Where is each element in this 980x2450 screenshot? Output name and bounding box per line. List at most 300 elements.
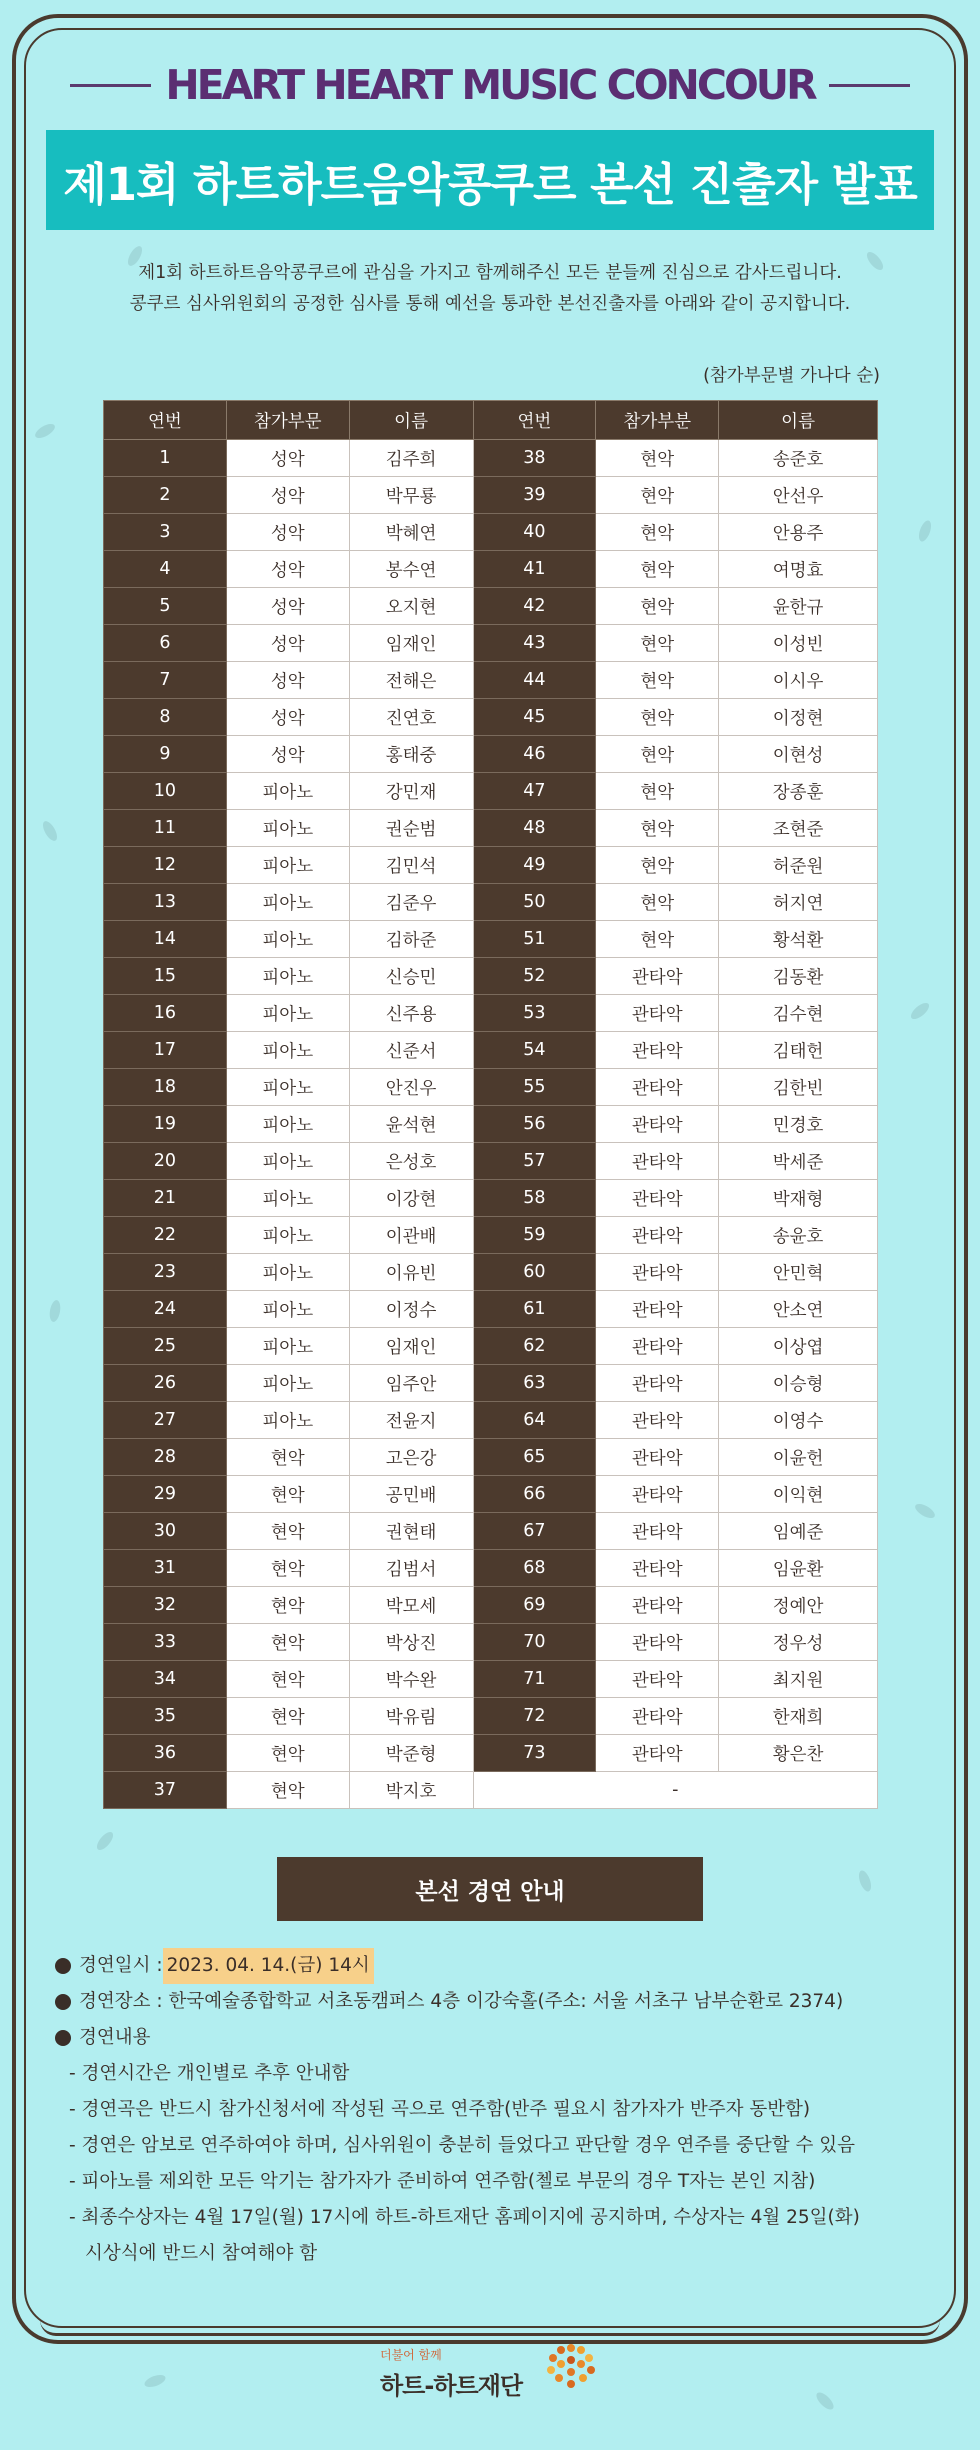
table-row — [104, 1180, 878, 1217]
category-cell: 관타악 — [596, 958, 719, 995]
table-row — [104, 1291, 878, 1328]
category-cell: 현악 — [596, 514, 719, 551]
row-number: 54 — [473, 1032, 596, 1069]
category-cell: 성악 — [226, 625, 349, 662]
name-cell: 안소연 — [719, 1291, 878, 1328]
row-number: 39 — [473, 477, 596, 514]
name-cell: 황석환 — [719, 921, 878, 958]
table-row — [104, 699, 878, 736]
table-row — [104, 1439, 878, 1476]
leaf-decoration — [143, 2373, 167, 2390]
category-cell: 관타악 — [596, 1143, 719, 1180]
name-cell: 김준우 — [349, 884, 473, 921]
row-number: 22 — [104, 1217, 227, 1254]
category-cell: 성악 — [226, 662, 349, 699]
content-label: 경연내용 — [79, 2027, 151, 2048]
intro-text — [60, 258, 920, 320]
row-number: 30 — [104, 1513, 227, 1550]
name-cell: 박상진 — [349, 1624, 473, 1661]
category-cell: 피아노 — [226, 1291, 349, 1328]
table-row — [104, 1735, 878, 1772]
category-cell: 현악 — [596, 921, 719, 958]
category-cell: 관타악 — [596, 1735, 719, 1772]
row-number: 2 — [104, 477, 227, 514]
english-title: HEART HEART MUSIC CONCOUR — [165, 61, 815, 109]
category-cell: 성악 — [226, 477, 349, 514]
name-cell: 김범서 — [349, 1550, 473, 1587]
row-number: 34 — [104, 1661, 227, 1698]
name-cell: 전해은 — [349, 662, 473, 699]
order-note: (참가부문별 가나다 순) — [703, 366, 880, 386]
category-cell: 현악 — [226, 1476, 349, 1513]
column-header: 참가부분 — [596, 401, 719, 440]
name-cell: 박수완 — [349, 1661, 473, 1698]
name-cell: 박혜연 — [349, 514, 473, 551]
row-number: 29 — [104, 1476, 227, 1513]
name-cell: 고은강 — [349, 1439, 473, 1476]
category-cell: 성악 — [226, 736, 349, 773]
finalist-table — [103, 400, 878, 1809]
row-number: 28 — [104, 1439, 227, 1476]
date-value: 2023. 04. 14.(금) 14시 — [163, 1948, 374, 1984]
name-cell: 이정수 — [349, 1291, 473, 1328]
name-cell: 오지현 — [349, 588, 473, 625]
row-number: 65 — [473, 1439, 596, 1476]
table-row — [104, 1217, 878, 1254]
category-cell: 현악 — [596, 736, 719, 773]
category-cell: 현악 — [596, 810, 719, 847]
category-cell: 관타악 — [596, 1254, 719, 1291]
name-cell: 안용주 — [719, 514, 878, 551]
category-cell: 성악 — [226, 551, 349, 588]
row-number: 42 — [473, 588, 596, 625]
name-cell: 윤석현 — [349, 1106, 473, 1143]
name-cell: 신주용 — [349, 995, 473, 1032]
table-row — [104, 440, 878, 477]
category-cell: 피아노 — [226, 921, 349, 958]
name-cell: 윤한규 — [719, 588, 878, 625]
name-cell: 김수현 — [719, 995, 878, 1032]
row-number: 33 — [104, 1624, 227, 1661]
category-cell: 현악 — [596, 884, 719, 921]
table-row — [104, 1624, 878, 1661]
row-number: 50 — [473, 884, 596, 921]
row-number: 18 — [104, 1069, 227, 1106]
category-cell: 피아노 — [226, 1365, 349, 1402]
category-cell: 피아노 — [226, 1180, 349, 1217]
category-cell: 현악 — [596, 699, 719, 736]
name-cell: 이강현 — [349, 1180, 473, 1217]
category-cell: 관타악 — [596, 995, 719, 1032]
info-place — [55, 1984, 935, 2020]
row-number: 32 — [104, 1587, 227, 1624]
table-row — [104, 1772, 878, 1809]
row-number: 1 — [104, 440, 227, 477]
category-cell: 피아노 — [226, 810, 349, 847]
category-cell: 현악 — [226, 1661, 349, 1698]
intro-line-1: 제1회 하트하트음악콩쿠르에 관심을 가지고 함께해주신 모든 분들께 진심으로 감사드립니다. — [138, 263, 842, 283]
row-number: 4 — [104, 551, 227, 588]
row-number: 53 — [473, 995, 596, 1032]
name-cell: 김주희 — [349, 440, 473, 477]
name-cell: 전윤지 — [349, 1402, 473, 1439]
row-number: 24 — [104, 1291, 227, 1328]
category-cell: 관타악 — [596, 1217, 719, 1254]
english-title-row — [70, 55, 910, 115]
table-row — [104, 1069, 878, 1106]
category-cell: 현악 — [596, 625, 719, 662]
category-cell: 피아노 — [226, 958, 349, 995]
logo-name: 하트-하트재단 — [380, 2372, 523, 2400]
category-cell: 현악 — [596, 588, 719, 625]
category-cell: 피아노 — [226, 995, 349, 1032]
category-cell: 관타악 — [596, 1180, 719, 1217]
row-number: 25 — [104, 1328, 227, 1365]
column-header: 연번 — [473, 401, 596, 440]
name-cell: 박준형 — [349, 1735, 473, 1772]
category-cell: 피아노 — [226, 884, 349, 921]
category-cell: 피아노 — [226, 847, 349, 884]
row-number: 67 — [473, 1513, 596, 1550]
column-header: 참가부문 — [226, 401, 349, 440]
guide-info — [55, 1948, 935, 2272]
category-cell: 관타악 — [596, 1661, 719, 1698]
table-row — [104, 1513, 878, 1550]
name-cell: 박무룡 — [349, 477, 473, 514]
heart-dots-logo-icon — [545, 2340, 597, 2392]
category-cell: 현악 — [226, 1624, 349, 1661]
intro-line-2: 콩쿠르 심사위원회의 공정한 심사를 통해 예선을 통과한 본선진출자를 아래와 같이 공지합니다. — [129, 294, 851, 314]
category-cell: 현악 — [596, 773, 719, 810]
category-cell: 현악 — [226, 1698, 349, 1735]
category-cell: 성악 — [226, 440, 349, 477]
category-cell: 피아노 — [226, 1254, 349, 1291]
row-number: 60 — [473, 1254, 596, 1291]
table-row — [104, 1587, 878, 1624]
name-cell: 안선우 — [719, 477, 878, 514]
name-cell: 이익현 — [719, 1476, 878, 1513]
row-number: 66 — [473, 1476, 596, 1513]
category-cell: 현악 — [226, 1735, 349, 1772]
row-number: 26 — [104, 1365, 227, 1402]
row-number: 31 — [104, 1550, 227, 1587]
bullet-icon — [55, 2030, 71, 2046]
category-cell: 관타악 — [596, 1439, 719, 1476]
row-number: 17 — [104, 1032, 227, 1069]
category-cell: 피아노 — [226, 1217, 349, 1254]
table-row — [104, 958, 878, 995]
column-header: 이름 — [719, 401, 878, 440]
content-item: - 경연시간은 개인별로 추후 안내함 — [69, 2063, 350, 2084]
logo-tagline: 더불어 함께 — [380, 2348, 442, 2362]
table-row — [104, 1661, 878, 1698]
frame-bottom-curve — [40, 2320, 940, 2336]
name-cell: 한재희 — [719, 1698, 878, 1735]
row-number: 9 — [104, 736, 227, 773]
content-item: - 경연은 암보로 연주하여야 하며, 심사위원이 충분히 들었다고 판단할 경우 연주를 중단할 수 있음 — [69, 2135, 855, 2156]
name-cell: 임재인 — [349, 625, 473, 662]
category-cell: 성악 — [226, 514, 349, 551]
row-number: 45 — [473, 699, 596, 736]
bullet-icon — [55, 1958, 71, 1974]
table-header-row — [104, 401, 878, 440]
name-cell: 이현성 — [719, 736, 878, 773]
bullet-icon — [55, 1994, 71, 2010]
category-cell: 피아노 — [226, 773, 349, 810]
row-number: 41 — [473, 551, 596, 588]
row-number: 15 — [104, 958, 227, 995]
content-item: - 최종수상자는 4월 17일(월) 17시에 하트-하트재단 홈페이지에 공지하며, 수상자는 4월 25일(화) — [69, 2207, 860, 2228]
column-header: 이름 — [349, 401, 473, 440]
category-cell: 성악 — [226, 588, 349, 625]
category-cell: 관타악 — [596, 1291, 719, 1328]
table-row — [104, 625, 878, 662]
row-number: 8 — [104, 699, 227, 736]
table-row — [104, 1402, 878, 1439]
row-number: 36 — [104, 1735, 227, 1772]
row-number: 14 — [104, 921, 227, 958]
table-row — [104, 1254, 878, 1291]
name-cell: 은성호 — [349, 1143, 473, 1180]
category-cell: 관타악 — [596, 1550, 719, 1587]
category-cell: 현악 — [226, 1513, 349, 1550]
name-cell: 진연호 — [349, 699, 473, 736]
empty-cell: - — [473, 1772, 878, 1809]
title-line-left — [70, 84, 151, 87]
row-number: 48 — [473, 810, 596, 847]
row-number: 40 — [473, 514, 596, 551]
category-cell: 현악 — [596, 662, 719, 699]
page-title: 제1회 하트하트음악콩쿠르 본선 진출자 발표 — [63, 157, 917, 211]
name-cell: 이성빈 — [719, 625, 878, 662]
name-cell: 강민재 — [349, 773, 473, 810]
table-row — [104, 477, 878, 514]
name-cell: 김한빈 — [719, 1069, 878, 1106]
table-body — [104, 440, 878, 1809]
name-cell: 최지원 — [719, 1661, 878, 1698]
name-cell: 임주안 — [349, 1365, 473, 1402]
category-cell: 관타악 — [596, 1698, 719, 1735]
content-item-continued: 시상식에 반드시 참여해야 함 — [85, 2243, 318, 2264]
category-cell: 피아노 — [226, 1069, 349, 1106]
name-cell: 장종훈 — [719, 773, 878, 810]
name-cell: 임윤환 — [719, 1550, 878, 1587]
row-number: 69 — [473, 1587, 596, 1624]
leaf-decoration — [814, 2390, 837, 2413]
category-cell: 관타악 — [596, 1476, 719, 1513]
table-row — [104, 1476, 878, 1513]
guide-title: 본선 경연 안내 — [415, 1878, 565, 1905]
row-number: 11 — [104, 810, 227, 847]
row-number: 13 — [104, 884, 227, 921]
name-cell: 안진우 — [349, 1069, 473, 1106]
row-number: 56 — [473, 1106, 596, 1143]
row-number: 16 — [104, 995, 227, 1032]
table-row — [104, 995, 878, 1032]
info-content — [55, 2020, 935, 2056]
name-cell: 신준서 — [349, 1032, 473, 1069]
row-number: 63 — [473, 1365, 596, 1402]
content-item: - 피아노를 제외한 모든 악기는 참가자가 준비하여 연주함(첼로 부문의 경우 T자는 본인 지참) — [69, 2171, 816, 2192]
category-cell: 현악 — [226, 1587, 349, 1624]
name-cell: 이영수 — [719, 1402, 878, 1439]
guide-banner — [277, 1857, 703, 1921]
category-cell: 성악 — [226, 699, 349, 736]
table-row — [104, 884, 878, 921]
row-number: 59 — [473, 1217, 596, 1254]
table-row — [104, 810, 878, 847]
row-number: 72 — [473, 1698, 596, 1735]
row-number: 43 — [473, 625, 596, 662]
row-number: 61 — [473, 1291, 596, 1328]
table-row — [104, 1698, 878, 1735]
category-cell: 관타악 — [596, 1402, 719, 1439]
row-number: 51 — [473, 921, 596, 958]
table-row — [104, 662, 878, 699]
name-cell: 공민배 — [349, 1476, 473, 1513]
category-cell: 현악 — [226, 1550, 349, 1587]
content-item: - 경연곡은 반드시 참가신청서에 작성된 곡으로 연주함(반주 필요시 참가자가 반주자 동반함) — [69, 2099, 811, 2120]
name-cell: 이유빈 — [349, 1254, 473, 1291]
category-cell: 관타악 — [596, 1513, 719, 1550]
row-number: 73 — [473, 1735, 596, 1772]
category-cell: 관타악 — [596, 1624, 719, 1661]
row-number: 12 — [104, 847, 227, 884]
row-number: 23 — [104, 1254, 227, 1291]
korean-title-banner — [46, 130, 934, 230]
category-cell: 피아노 — [226, 1106, 349, 1143]
category-cell: 현악 — [596, 847, 719, 884]
row-number: 64 — [473, 1402, 596, 1439]
category-cell: 피아노 — [226, 1032, 349, 1069]
name-cell: 임예준 — [719, 1513, 878, 1550]
name-cell: 박유림 — [349, 1698, 473, 1735]
table-row — [104, 1143, 878, 1180]
table-row — [104, 1328, 878, 1365]
row-number: 47 — [473, 773, 596, 810]
row-number: 70 — [473, 1624, 596, 1661]
row-number: 49 — [473, 847, 596, 884]
table-row — [104, 551, 878, 588]
date-label: 경연일시 : — [79, 1955, 163, 1976]
name-cell: 권현태 — [349, 1513, 473, 1550]
row-number: 57 — [473, 1143, 596, 1180]
foundation-logo — [380, 2338, 600, 2408]
name-cell: 김태헌 — [719, 1032, 878, 1069]
row-number: 38 — [473, 440, 596, 477]
category-cell: 현악 — [596, 440, 719, 477]
row-number: 62 — [473, 1328, 596, 1365]
table-row — [104, 736, 878, 773]
row-number: 20 — [104, 1143, 227, 1180]
name-cell: 송윤호 — [719, 1217, 878, 1254]
table-row — [104, 921, 878, 958]
name-cell: 이시우 — [719, 662, 878, 699]
name-cell: 이정현 — [719, 699, 878, 736]
name-cell: 박재형 — [719, 1180, 878, 1217]
row-number: 52 — [473, 958, 596, 995]
category-cell: 관타악 — [596, 1587, 719, 1624]
name-cell: 정예안 — [719, 1587, 878, 1624]
category-cell: 피아노 — [226, 1143, 349, 1180]
name-cell: 허지연 — [719, 884, 878, 921]
name-cell: 이관배 — [349, 1217, 473, 1254]
name-cell: 송준호 — [719, 440, 878, 477]
row-number: 3 — [104, 514, 227, 551]
category-cell: 피아노 — [226, 1402, 349, 1439]
name-cell: 봉수연 — [349, 551, 473, 588]
name-cell: 허준원 — [719, 847, 878, 884]
name-cell: 이상엽 — [719, 1328, 878, 1365]
name-cell: 여명효 — [719, 551, 878, 588]
row-number: 68 — [473, 1550, 596, 1587]
name-cell: 황은찬 — [719, 1735, 878, 1772]
name-cell: 조현준 — [719, 810, 878, 847]
row-number: 6 — [104, 625, 227, 662]
category-cell: 관타악 — [596, 1106, 719, 1143]
table-row — [104, 847, 878, 884]
name-cell: 안민혁 — [719, 1254, 878, 1291]
row-number: 44 — [473, 662, 596, 699]
name-cell: 김민석 — [349, 847, 473, 884]
table-row — [104, 773, 878, 810]
table-row — [104, 514, 878, 551]
table-row — [104, 1106, 878, 1143]
category-cell: 관타악 — [596, 1069, 719, 1106]
place-text: 경연장소 : 한국예술종합학교 서초동캠퍼스 4층 이강숙홀(주소: 서울 서초구 남부순환로 2374) — [79, 1991, 844, 2012]
row-number: 5 — [104, 588, 227, 625]
row-number: 7 — [104, 662, 227, 699]
category-cell: 관타악 — [596, 1328, 719, 1365]
table-row — [104, 1032, 878, 1069]
row-number: 37 — [104, 1772, 227, 1809]
row-number: 46 — [473, 736, 596, 773]
category-cell: 현악 — [226, 1439, 349, 1476]
category-cell: 관타악 — [596, 1365, 719, 1402]
name-cell: 김하준 — [349, 921, 473, 958]
name-cell: 박세준 — [719, 1143, 878, 1180]
category-cell: 현악 — [596, 551, 719, 588]
category-cell: 현악 — [226, 1772, 349, 1809]
table-row — [104, 1365, 878, 1402]
row-number: 71 — [473, 1661, 596, 1698]
name-cell: 홍태중 — [349, 736, 473, 773]
row-number: 21 — [104, 1180, 227, 1217]
name-cell: 민경호 — [719, 1106, 878, 1143]
column-header: 연번 — [104, 401, 227, 440]
name-cell: 권순범 — [349, 810, 473, 847]
row-number: 19 — [104, 1106, 227, 1143]
category-cell: 관타악 — [596, 1032, 719, 1069]
name-cell: 이윤헌 — [719, 1439, 878, 1476]
category-cell: 현악 — [596, 477, 719, 514]
name-cell: 박모세 — [349, 1587, 473, 1624]
row-number: 58 — [473, 1180, 596, 1217]
name-cell: 박지호 — [349, 1772, 473, 1809]
name-cell: 이승형 — [719, 1365, 878, 1402]
name-cell: 임재인 — [349, 1328, 473, 1365]
name-cell: 신승민 — [349, 958, 473, 995]
row-number: 10 — [104, 773, 227, 810]
table-row — [104, 588, 878, 625]
row-number: 55 — [473, 1069, 596, 1106]
info-date — [55, 1948, 935, 1984]
name-cell: 정우성 — [719, 1624, 878, 1661]
title-line-right — [829, 84, 910, 87]
table-row — [104, 1550, 878, 1587]
name-cell: 김동환 — [719, 958, 878, 995]
row-number: 35 — [104, 1698, 227, 1735]
